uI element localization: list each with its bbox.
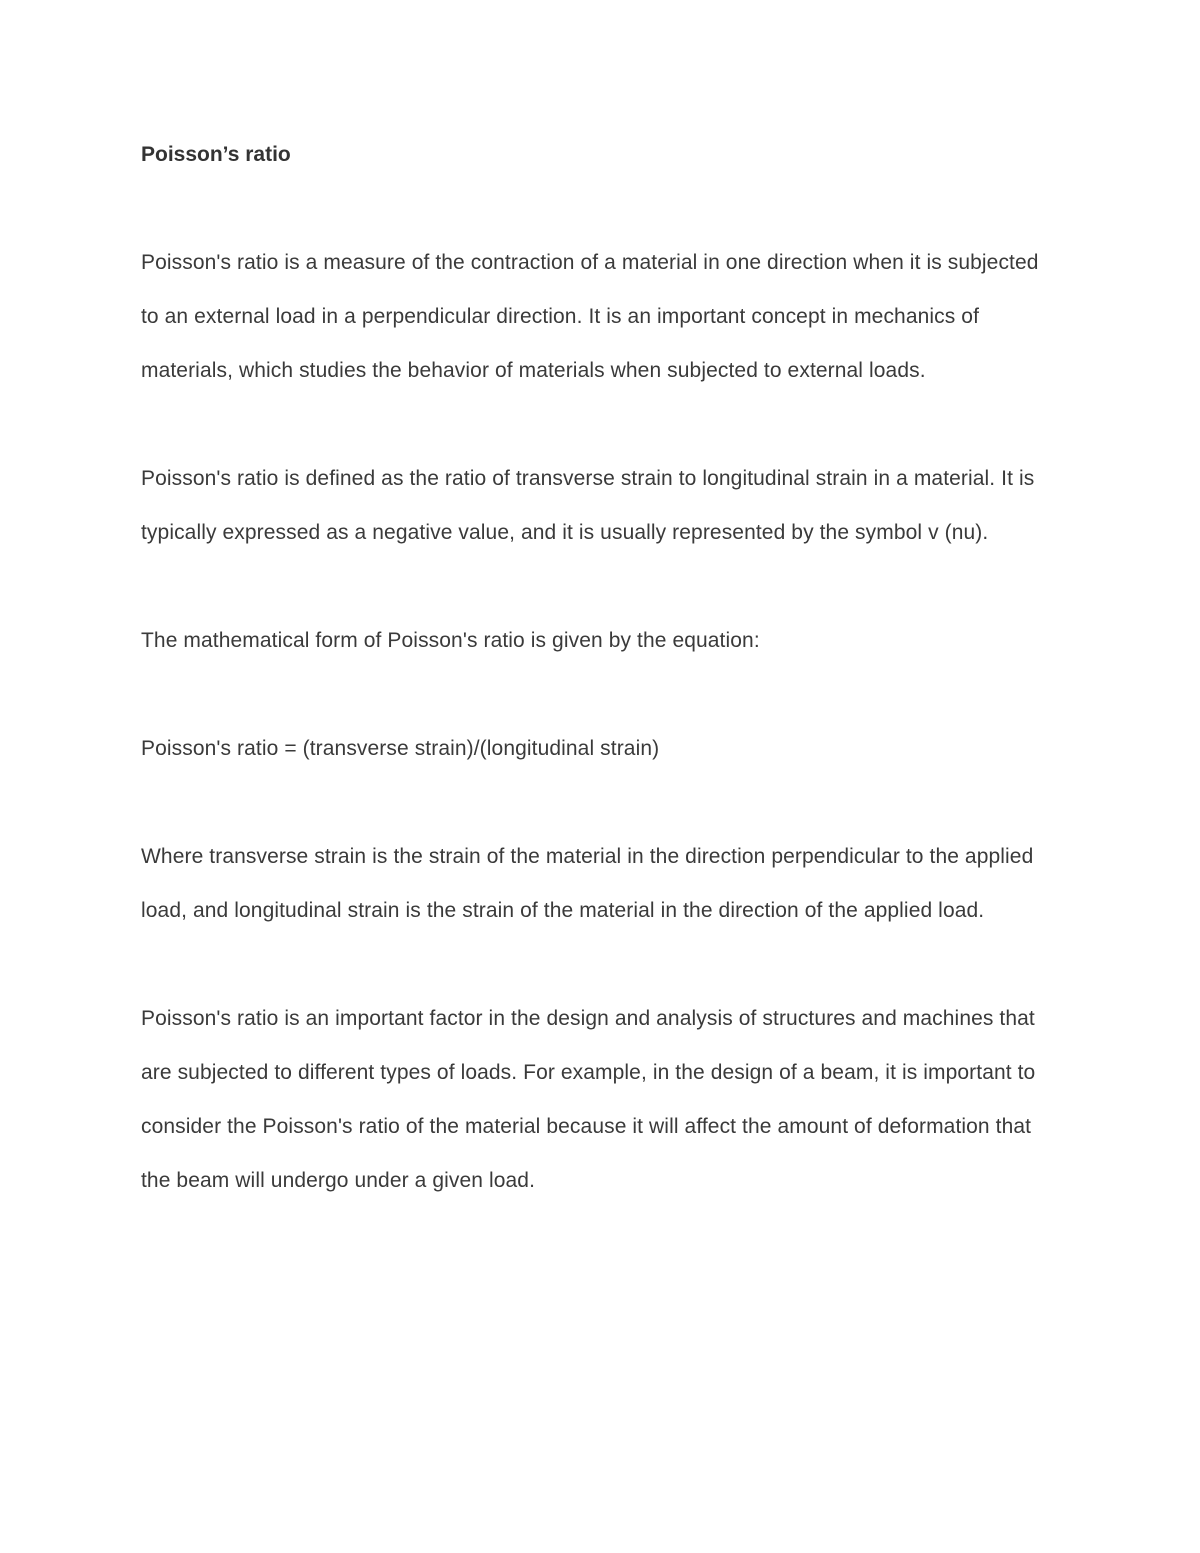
paragraph-equation-explanation: Where transverse strain is the strain of the material in the direction perpendicular to the applied load, and longitudinal strain is the strain of the material in the direction of the applied load.	[141, 845, 1034, 922]
paragraph-applications: Poisson's ratio is an important factor in the design and analysis of structures and machines that are subjected to different types of loads. For example, in the design of a beam, it is important to consider the Poisson's ratio of the material because it will affect the amount of deformation that the beam will undergo under a given load.	[141, 1007, 1036, 1192]
paragraph-equation: Poisson's ratio = (transverse strain)/(longitudinal strain)	[141, 737, 660, 760]
document-body	[141, 140, 1061, 1208]
document-title: Poisson’s ratio	[141, 143, 291, 166]
paragraph-equation-intro: The mathematical form of Poisson's ratio is given by the equation:	[141, 629, 760, 652]
paragraph-definition-strain: Poisson's ratio is defined as the ratio of transverse strain to longitudinal strain in a material. It is typically expressed as a negative value, and it is usually represented by the symbol v (nu).	[141, 467, 1035, 544]
paragraph-definition-intro: Poisson's ratio is a measure of the contraction of a material in one direction when it is subjected to an external load in a perpendicular direction. It is an important concept in mechanics of materials, which studies the behavior of materials when subjected to external loads.	[141, 251, 1039, 382]
